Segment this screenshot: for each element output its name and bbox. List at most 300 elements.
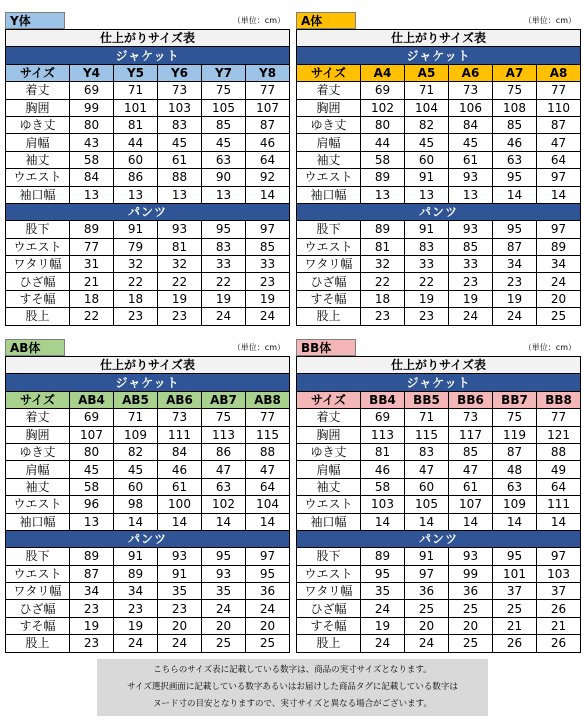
measure-value: 23 <box>246 273 290 290</box>
measure-value: 35 <box>158 583 202 600</box>
size-note <box>97 659 488 716</box>
measure-value: 60 <box>114 478 158 495</box>
measure-value: 31 <box>70 256 114 273</box>
measure-value: 69 <box>70 82 114 99</box>
title-row <box>6 30 290 47</box>
measure-value: 32 <box>361 256 405 273</box>
measure-value: 83 <box>405 443 449 460</box>
measure-value: 104 <box>405 99 449 116</box>
size-header-cell: AB8 <box>246 391 290 408</box>
measure-value: 34 <box>70 583 114 600</box>
table-title: 仕上がりサイズ表 <box>6 30 290 47</box>
measure-value: 108 <box>493 99 537 116</box>
measure-value: 107 <box>246 99 290 116</box>
measure-value: 24 <box>361 635 405 652</box>
measure-value: 49 <box>537 461 581 478</box>
measure-label: 股上 <box>6 635 70 652</box>
measure-value: 22 <box>405 273 449 290</box>
measure-value: 14 <box>449 513 493 530</box>
measure-value: 24 <box>158 635 202 652</box>
measure-value: 109 <box>493 496 537 513</box>
measure-label: ウエスト <box>297 565 361 582</box>
table-row <box>297 513 581 530</box>
measure-value: 23 <box>70 635 114 652</box>
measure-value: 106 <box>449 99 493 116</box>
measure-label: 胸囲 <box>297 99 361 116</box>
measure-value: 103 <box>537 565 581 582</box>
measure-value: 121 <box>537 426 581 443</box>
measure-value: 101 <box>114 99 158 116</box>
measure-value: 58 <box>70 478 114 495</box>
measure-label: ゆき丈 <box>6 116 70 133</box>
measure-value: 33 <box>202 256 246 273</box>
measure-value: 60 <box>114 151 158 168</box>
measure-value: 46 <box>158 461 202 478</box>
measure-value: 95 <box>493 169 537 186</box>
measure-value: 22 <box>202 273 246 290</box>
measure-value: 23 <box>405 308 449 325</box>
body-type-label: A体 <box>296 12 356 29</box>
title-row <box>297 357 581 374</box>
size-header-cell: A8 <box>537 64 581 81</box>
measure-value: 75 <box>493 82 537 99</box>
size-header-cell: BB8 <box>537 391 581 408</box>
measure-value: 25 <box>202 635 246 652</box>
measure-value: 36 <box>246 583 290 600</box>
measure-label: 肩幅 <box>297 461 361 478</box>
measure-value: 107 <box>70 426 114 443</box>
measure-value: 91 <box>405 169 449 186</box>
measure-value: 19 <box>202 290 246 307</box>
measure-label: 股上 <box>297 308 361 325</box>
measure-value: 84 <box>70 169 114 186</box>
measure-value: 36 <box>405 583 449 600</box>
measure-value: 44 <box>361 134 405 151</box>
measure-value: 86 <box>114 169 158 186</box>
table-row <box>297 256 581 273</box>
measure-value: 25 <box>537 308 581 325</box>
sizes-row <box>6 391 290 408</box>
measure-value: 97 <box>246 221 290 238</box>
measure-value: 88 <box>537 443 581 460</box>
size-header-cell: BB7 <box>493 391 537 408</box>
measure-label: 着丈 <box>6 82 70 99</box>
pants-section-header: パンツ <box>6 530 290 547</box>
measure-value: 24 <box>202 600 246 617</box>
table-row <box>297 238 581 255</box>
measure-value: 98 <box>114 496 158 513</box>
measure-value: 47 <box>405 461 449 478</box>
measure-value: 92 <box>246 169 290 186</box>
jacket-section-header: ジャケット <box>297 374 581 391</box>
measure-value: 95 <box>202 548 246 565</box>
measure-label: ワタリ幅 <box>297 256 361 273</box>
measure-value: 58 <box>361 478 405 495</box>
size-header-cell: A5 <box>405 64 449 81</box>
body-type-label: Y体 <box>5 12 65 29</box>
size-header-cell: A6 <box>449 64 493 81</box>
table-row <box>297 478 581 495</box>
note-line-2: サイズ選択画面に記載している数字あるいはお届けした商品タグに記載している数字は <box>127 682 458 692</box>
measure-value: 14 <box>537 513 581 530</box>
measure-label: 着丈 <box>297 409 361 426</box>
measure-value: 24 <box>361 600 405 617</box>
jacket-section-header: ジャケット <box>297 47 581 64</box>
measure-value: 85 <box>246 238 290 255</box>
measure-value: 19 <box>114 617 158 634</box>
measure-value: 25 <box>493 600 537 617</box>
measure-value: 34 <box>114 583 158 600</box>
measure-value: 25 <box>449 600 493 617</box>
measure-value: 91 <box>405 221 449 238</box>
measure-value: 14 <box>405 513 449 530</box>
measure-value: 75 <box>202 82 246 99</box>
measure-label: 袖口幅 <box>297 186 361 203</box>
measure-value: 95 <box>202 221 246 238</box>
table-row <box>6 409 290 426</box>
size-table-y <box>5 11 289 326</box>
measure-value: 115 <box>246 426 290 443</box>
size-header-cell: BB4 <box>361 391 405 408</box>
measure-value: 85 <box>493 116 537 133</box>
jacket-section-header: ジャケット <box>6 374 290 391</box>
table-row <box>297 134 581 151</box>
measure-label: すそ幅 <box>297 290 361 307</box>
measure-value: 14 <box>202 513 246 530</box>
measure-label: 着丈 <box>6 409 70 426</box>
measure-value: 20 <box>246 617 290 634</box>
measure-value: 26 <box>493 635 537 652</box>
size-table-ab <box>5 338 289 653</box>
measure-value: 43 <box>70 134 114 151</box>
size-table-a <box>296 11 580 326</box>
measure-label: ひざ幅 <box>297 600 361 617</box>
measure-value: 99 <box>70 99 114 116</box>
measure-value: 23 <box>493 273 537 290</box>
measure-value: 46 <box>361 461 405 478</box>
measure-value: 103 <box>158 99 202 116</box>
measure-value: 13 <box>70 186 114 203</box>
measure-value: 77 <box>246 409 290 426</box>
measure-value: 80 <box>361 116 405 133</box>
measure-value: 93 <box>158 221 202 238</box>
measure-value: 83 <box>405 238 449 255</box>
measure-value: 97 <box>246 548 290 565</box>
table-row <box>6 273 290 290</box>
measure-value: 111 <box>158 426 202 443</box>
measure-value: 63 <box>202 151 246 168</box>
measure-value: 14 <box>361 513 405 530</box>
measure-value: 84 <box>158 443 202 460</box>
size-column-label: サイズ <box>297 391 361 408</box>
table-row <box>297 617 581 634</box>
measure-value: 24 <box>114 635 158 652</box>
measure-value: 21 <box>493 617 537 634</box>
table-row <box>6 443 290 460</box>
size-header-cell: A4 <box>361 64 405 81</box>
table-row <box>297 290 581 307</box>
measure-value: 89 <box>361 221 405 238</box>
measure-value: 81 <box>361 443 405 460</box>
unit-label: （単位：cm） <box>232 343 285 352</box>
sizes-row <box>6 64 290 81</box>
measure-value: 97 <box>537 169 581 186</box>
measure-value: 73 <box>158 409 202 426</box>
table-row <box>297 548 581 565</box>
measure-value: 95 <box>493 221 537 238</box>
measure-value: 14 <box>493 186 537 203</box>
measure-value: 80 <box>70 116 114 133</box>
measure-value: 44 <box>114 134 158 151</box>
size-column-label: サイズ <box>297 64 361 81</box>
size-header-cell: Y4 <box>70 64 114 81</box>
size-header-cell: AB4 <box>70 391 114 408</box>
measure-value: 95 <box>246 565 290 582</box>
measure-value: 19 <box>246 290 290 307</box>
measure-label: 股下 <box>6 221 70 238</box>
measure-label: ワタリ幅 <box>6 256 70 273</box>
measure-value: 102 <box>361 99 405 116</box>
measure-label: ウエスト <box>297 238 361 255</box>
measure-value: 63 <box>202 478 246 495</box>
measure-value: 18 <box>114 290 158 307</box>
table-row <box>6 290 290 307</box>
size-header-cell: AB5 <box>114 391 158 408</box>
measure-value: 81 <box>114 116 158 133</box>
measure-value: 23 <box>449 273 493 290</box>
measure-value: 81 <box>158 238 202 255</box>
measure-value: 89 <box>70 221 114 238</box>
measure-label: ワタリ幅 <box>6 583 70 600</box>
table-row <box>6 478 290 495</box>
note-line-1: こちらのサイズ表に記載している数字は、商品の実寸サイズとなります。 <box>153 665 432 675</box>
measure-value: 37 <box>493 583 537 600</box>
pants-section-header: パンツ <box>6 203 290 220</box>
measure-value: 71 <box>405 409 449 426</box>
section-row <box>297 374 581 391</box>
measure-value: 19 <box>361 617 405 634</box>
measure-label: 股下 <box>297 548 361 565</box>
measure-value: 113 <box>361 426 405 443</box>
section-row <box>6 203 290 220</box>
measure-value: 87 <box>493 238 537 255</box>
measure-label: ウエスト <box>297 496 361 513</box>
pants-section-header: パンツ <box>297 530 581 547</box>
table-row <box>6 221 290 238</box>
measure-value: 33 <box>246 256 290 273</box>
measure-value: 69 <box>70 409 114 426</box>
measure-value: 45 <box>405 134 449 151</box>
measure-value: 93 <box>202 565 246 582</box>
measure-value: 22 <box>70 308 114 325</box>
table-row <box>297 186 581 203</box>
measure-label: 胸囲 <box>297 426 361 443</box>
measure-label: ウエスト <box>6 496 70 513</box>
measure-label: 袖口幅 <box>6 513 70 530</box>
measure-label: 股下 <box>297 221 361 238</box>
measure-label: ウエスト <box>6 238 70 255</box>
measure-label: 股下 <box>6 548 70 565</box>
size-header-cell: Y7 <box>202 64 246 81</box>
measure-label: 袖丈 <box>297 478 361 495</box>
sizes-row <box>297 391 581 408</box>
measure-value: 77 <box>537 409 581 426</box>
measure-value: 47 <box>202 461 246 478</box>
measure-value: 14 <box>246 186 290 203</box>
measure-value: 13 <box>158 186 202 203</box>
measure-value: 97 <box>537 548 581 565</box>
size-grid <box>296 356 581 653</box>
note-line-3: ヌード寸の目安となりますので、実寸サイズと異なる場合がございます。 <box>153 699 432 709</box>
table-row <box>6 565 290 582</box>
measure-value: 47 <box>246 461 290 478</box>
measure-value: 71 <box>114 82 158 99</box>
size-header-cell: Y5 <box>114 64 158 81</box>
body-type-label: AB体 <box>5 339 65 356</box>
measure-value: 64 <box>246 478 290 495</box>
measure-value: 93 <box>449 221 493 238</box>
measure-value: 82 <box>405 116 449 133</box>
measure-value: 45 <box>158 134 202 151</box>
measure-label: ゆき丈 <box>6 443 70 460</box>
measure-value: 45 <box>202 134 246 151</box>
measure-value: 45 <box>449 134 493 151</box>
measure-label: ウエスト <box>6 565 70 582</box>
size-column-label: サイズ <box>6 391 70 408</box>
measure-value: 89 <box>70 548 114 565</box>
measure-value: 117 <box>449 426 493 443</box>
measure-value: 69 <box>361 82 405 99</box>
table-row <box>6 308 290 325</box>
measure-value: 13 <box>202 186 246 203</box>
measure-value: 58 <box>361 151 405 168</box>
measure-value: 86 <box>202 443 246 460</box>
measure-value: 97 <box>537 221 581 238</box>
measure-value: 81 <box>361 238 405 255</box>
measure-value: 23 <box>114 600 158 617</box>
body-type-label: BB体 <box>296 339 356 356</box>
measure-value: 85 <box>449 238 493 255</box>
sizes-row <box>297 64 581 81</box>
measure-value: 99 <box>449 565 493 582</box>
measure-value: 71 <box>114 409 158 426</box>
table-row <box>297 151 581 168</box>
measure-value: 26 <box>537 635 581 652</box>
measure-label: 袖丈 <box>6 151 70 168</box>
measure-value: 35 <box>361 583 405 600</box>
measure-label: 袖口幅 <box>297 513 361 530</box>
table-row <box>297 635 581 652</box>
size-grid <box>296 29 581 326</box>
size-header-cell: Y8 <box>246 64 290 81</box>
measure-value: 91 <box>405 548 449 565</box>
measure-value: 22 <box>114 273 158 290</box>
table-row <box>6 116 290 133</box>
measure-value: 91 <box>158 565 202 582</box>
measure-value: 25 <box>246 635 290 652</box>
size-grid <box>5 356 290 653</box>
table-row <box>297 583 581 600</box>
measure-label: ウエスト <box>297 169 361 186</box>
measure-value: 110 <box>537 99 581 116</box>
measure-value: 34 <box>493 256 537 273</box>
measure-label: すそ幅 <box>6 617 70 634</box>
measure-value: 13 <box>70 513 114 530</box>
measure-value: 95 <box>493 548 537 565</box>
unit-label: （単位：cm） <box>523 16 576 25</box>
measure-value: 20 <box>405 617 449 634</box>
measure-label: 肩幅 <box>6 461 70 478</box>
measure-value: 109 <box>114 426 158 443</box>
measure-value: 32 <box>158 256 202 273</box>
measure-value: 24 <box>405 635 449 652</box>
table-row <box>297 308 581 325</box>
measure-value: 33 <box>405 256 449 273</box>
jacket-section-header: ジャケット <box>6 47 290 64</box>
table-row <box>6 583 290 600</box>
table-row <box>6 169 290 186</box>
measure-label: 股上 <box>297 635 361 652</box>
measure-label: ワタリ幅 <box>297 583 361 600</box>
size-header-cell: BB5 <box>405 391 449 408</box>
measure-value: 100 <box>158 496 202 513</box>
table-header <box>296 11 580 29</box>
measure-label: 股上 <box>6 308 70 325</box>
measure-value: 85 <box>202 116 246 133</box>
table-row <box>297 443 581 460</box>
measure-value: 37 <box>537 583 581 600</box>
measure-value: 91 <box>114 548 158 565</box>
measure-value: 105 <box>202 99 246 116</box>
table-row <box>6 496 290 513</box>
measure-value: 13 <box>405 186 449 203</box>
measure-value: 19 <box>493 290 537 307</box>
table-row <box>297 169 581 186</box>
table-row <box>297 99 581 116</box>
measure-value: 93 <box>449 169 493 186</box>
section-row <box>6 530 290 547</box>
measure-value: 88 <box>158 169 202 186</box>
measure-value: 89 <box>537 238 581 255</box>
size-table-bb <box>296 338 580 653</box>
measure-value: 19 <box>405 290 449 307</box>
measure-label: すそ幅 <box>6 290 70 307</box>
measure-value: 64 <box>246 151 290 168</box>
size-header-cell: AB6 <box>158 391 202 408</box>
table-row <box>6 600 290 617</box>
measure-value: 95 <box>361 565 405 582</box>
measure-value: 115 <box>405 426 449 443</box>
table-row <box>6 256 290 273</box>
table-row <box>297 116 581 133</box>
measure-value: 13 <box>449 186 493 203</box>
unit-label: （単位：cm） <box>523 343 576 352</box>
measure-value: 61 <box>158 151 202 168</box>
measure-value: 21 <box>70 273 114 290</box>
table-row <box>6 134 290 151</box>
section-row <box>297 203 581 220</box>
measure-value: 47 <box>449 461 493 478</box>
measure-value: 48 <box>493 461 537 478</box>
measure-value: 18 <box>70 290 114 307</box>
measure-value: 91 <box>114 221 158 238</box>
measure-label: ひざ幅 <box>6 600 70 617</box>
measure-value: 14 <box>537 186 581 203</box>
table-title: 仕上がりサイズ表 <box>6 357 290 374</box>
table-row <box>6 461 290 478</box>
measure-value: 88 <box>246 443 290 460</box>
table-row <box>297 409 581 426</box>
